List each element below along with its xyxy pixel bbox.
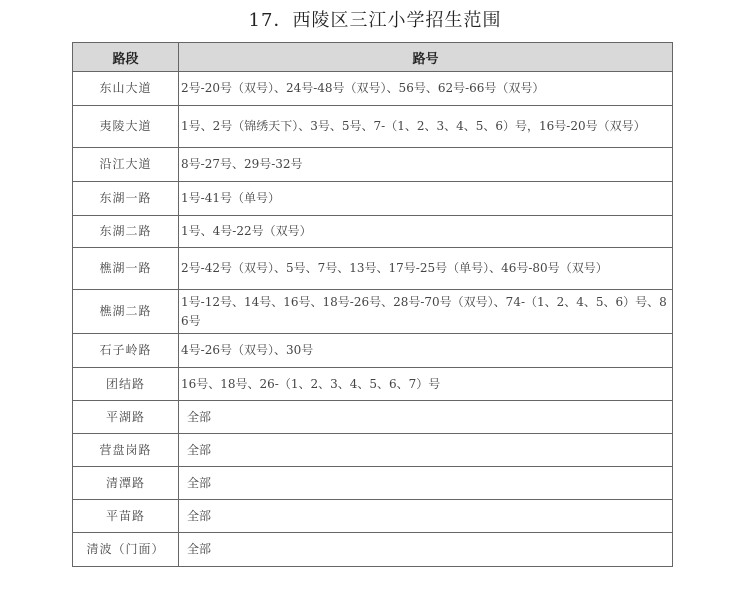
road-number-cell: 全部: [179, 401, 673, 434]
table-row: [73, 368, 673, 401]
road-number-cell: 全部: [179, 434, 673, 467]
road-name-cell: 清潭路: [73, 467, 179, 500]
road-number-cell: 4号-26号（双号）、30号: [179, 334, 673, 368]
table-row: [73, 106, 673, 148]
road-name-cell: 樵湖一路: [73, 248, 179, 290]
road-name-cell: 东湖一路: [73, 182, 179, 216]
table-row: [73, 467, 673, 500]
road-name-cell: 樵湖二路: [73, 290, 179, 334]
table-row: [73, 533, 673, 567]
table-row: [73, 216, 673, 248]
table-row: [73, 290, 673, 334]
road-number-cell: 1号、4号-22号（双号）: [179, 216, 673, 248]
table-row: [73, 148, 673, 182]
table-body: [73, 72, 673, 567]
road-number-cell: 2号-20号（双号）、24号-48号（双号）、56号、62号-66号（双号）: [179, 72, 673, 106]
road-name-cell: 东山大道: [73, 72, 179, 106]
road-number-cell: 2号-42号（双号）、5号、7号、13号、17号-25号（单号）、46号-80号（双号）: [179, 248, 673, 290]
table-row: [73, 334, 673, 368]
road-name-cell: 石子岭路: [73, 334, 179, 368]
header-road: 路段: [73, 43, 179, 72]
road-name-cell: 东湖二路: [73, 216, 179, 248]
road-name-cell: 清波（门面）: [73, 533, 179, 567]
road-name-cell: 团结路: [73, 368, 179, 401]
road-name-cell: 营盘岗路: [73, 434, 179, 467]
page-title: 17．西陵区三江小学招生范围: [248, 10, 502, 31]
road-number-cell: 全部: [179, 500, 673, 533]
table-row: [73, 500, 673, 533]
road-number-cell: 1号-12号、14号、16号、18号-26号、28号-70号（双号）、74-（1、2、4、5、6）号、86号: [179, 290, 673, 334]
enrollment-table: [72, 42, 673, 567]
table-header-row: [73, 43, 673, 72]
road-name-cell: 沿江大道: [73, 148, 179, 182]
road-number-cell: 1号、2号（锦绣天下）、3号、5号、7-（1、2、3、4、5、6）号，16号-20号（双号）: [179, 106, 673, 148]
table-row: [73, 248, 673, 290]
table-row: [73, 182, 673, 216]
road-name-cell: 平苗路: [73, 500, 179, 533]
road-number-cell: 8号-27号、29号-32号: [179, 148, 673, 182]
road-name-cell: 平湖路: [73, 401, 179, 434]
road-number-cell: 全部: [179, 533, 673, 567]
road-name-cell: 夷陵大道: [73, 106, 179, 148]
road-number-cell: 1号-41号（单号）: [179, 182, 673, 216]
table-row: [73, 401, 673, 434]
header-number: 路号: [179, 43, 673, 72]
table-row: [73, 434, 673, 467]
table-row: [73, 72, 673, 106]
road-number-cell: 全部: [179, 467, 673, 500]
road-number-cell: 16号、18号、26-（1、2、3、4、5、6、7）号: [179, 368, 673, 401]
